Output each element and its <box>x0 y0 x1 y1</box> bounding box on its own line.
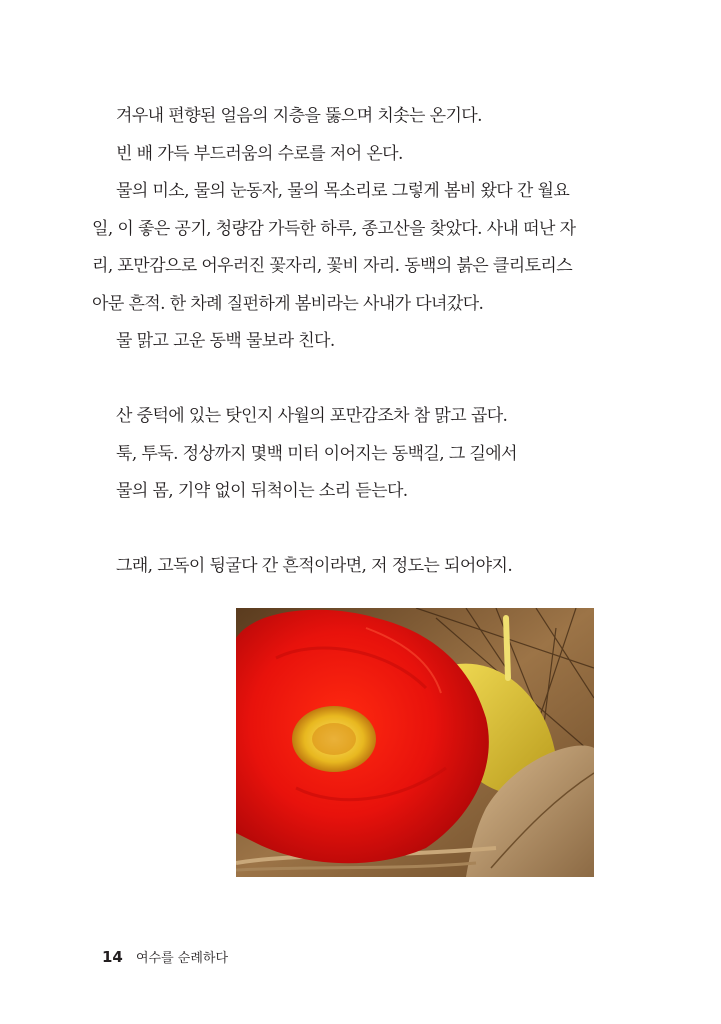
text-line: 물의 몸, 기약 없이 뒤척이는 소리 듣는다. <box>116 481 408 501</box>
text-line: 아문 흔적. 한 차례 질펀하게 봄비라는 사내가 다녀갔다. <box>92 293 484 314</box>
camellia-photo <box>236 608 594 877</box>
text-line: 그래, 고독이 뒹굴다 간 흔적이라면, 저 정도는 되어야지. <box>116 556 513 576</box>
text-line: 일, 이 좋은 공기, 청량감 가득한 하루, 종고산을 찾았다. 사내 떠난 자 <box>92 218 576 239</box>
stanza-break <box>92 361 612 399</box>
text-line: 빈 배 가득 부드러움의 수로를 저어 온다. <box>116 143 403 164</box>
page-number: 14 <box>102 948 123 966</box>
text-line: 리, 포만감으로 어우러진 꽃자리, 꽃비 자리. 동백의 붉은 클리토리스 <box>92 256 573 276</box>
text-line: 겨우내 편향된 얼음의 지층을 뚫으며 치솟는 온기다. <box>116 106 482 126</box>
text-line: 산 중턱에 있는 탓인지 사월의 포만감조차 참 맑고 곱다. <box>116 406 508 426</box>
stanza-break <box>92 511 612 549</box>
body-text <box>92 98 612 586</box>
text-line: 툭, 투둑. 정상까지 몇백 미터 이어지는 동백길, 그 길에서 <box>116 443 517 464</box>
book-title: 여수를 순례하다 <box>135 951 229 966</box>
text-line: 물 맑고 고운 동백 물보라 친다. <box>116 331 335 351</box>
page-footer <box>102 947 228 966</box>
yellow-stem <box>506 618 508 678</box>
text-line: 물의 미소, 물의 눈동자, 물의 목소리로 그렇게 봄비 왔다 간 월요 <box>116 181 570 201</box>
stamen-center <box>312 723 356 755</box>
